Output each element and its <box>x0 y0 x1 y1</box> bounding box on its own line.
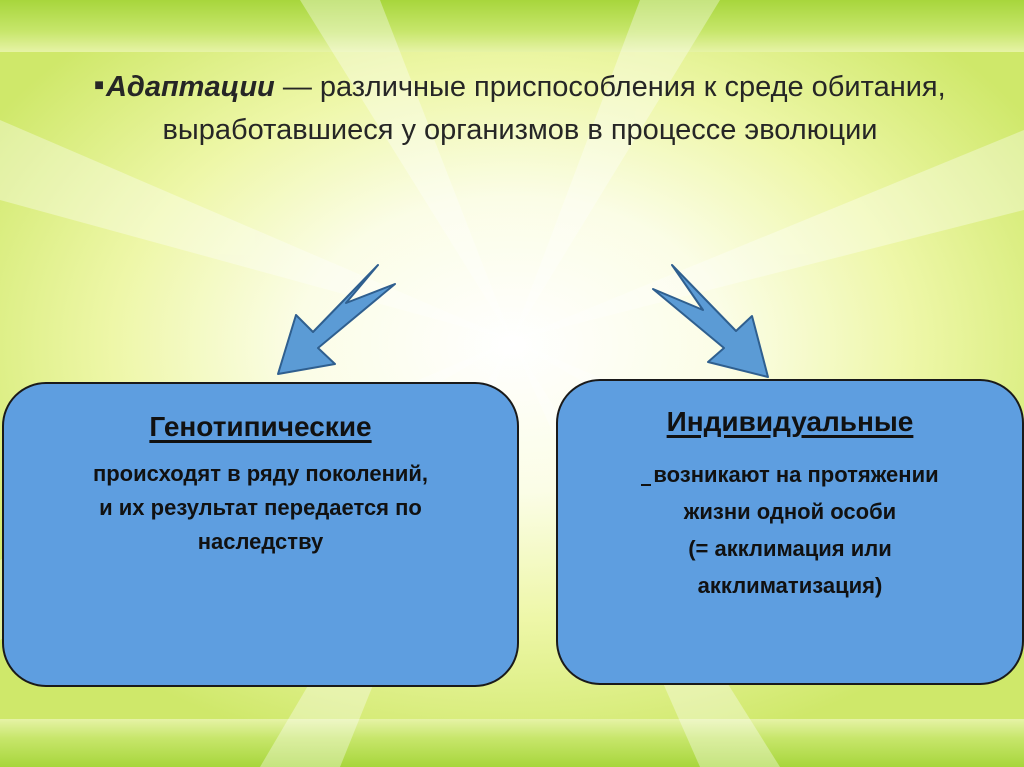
genotypic-description <box>4 457 517 559</box>
title-term: Адаптации <box>105 71 275 103</box>
individual-description <box>558 456 1022 604</box>
genotypic-box <box>2 382 519 687</box>
individual-line <box>558 456 1022 493</box>
individual-line: жизни одной особи <box>683 499 897 524</box>
individual-line-text: возникают на протяжении <box>653 462 939 487</box>
right-arrow-icon <box>653 265 768 377</box>
genotypic-line: и их результат передается по <box>99 495 422 520</box>
individual-heading: Индивидуальные <box>666 406 914 437</box>
individual-box <box>556 379 1024 685</box>
individual-line: (= акклимация или <box>688 536 892 561</box>
left-arrow-icon <box>278 265 395 374</box>
genotypic-heading: Генотипические <box>149 411 372 442</box>
dash-mark <box>641 484 651 486</box>
individual-line: акклиматизация) <box>697 573 883 598</box>
genotypic-line: происходят в ряду поколений, <box>92 461 429 486</box>
title-definition: — различные приспособления к среде обитания, выработавшиеся у организмов в процессе эволюции <box>162 71 946 146</box>
bullet-icon: ■ <box>94 77 104 94</box>
genotypic-line: наследству <box>197 529 324 554</box>
